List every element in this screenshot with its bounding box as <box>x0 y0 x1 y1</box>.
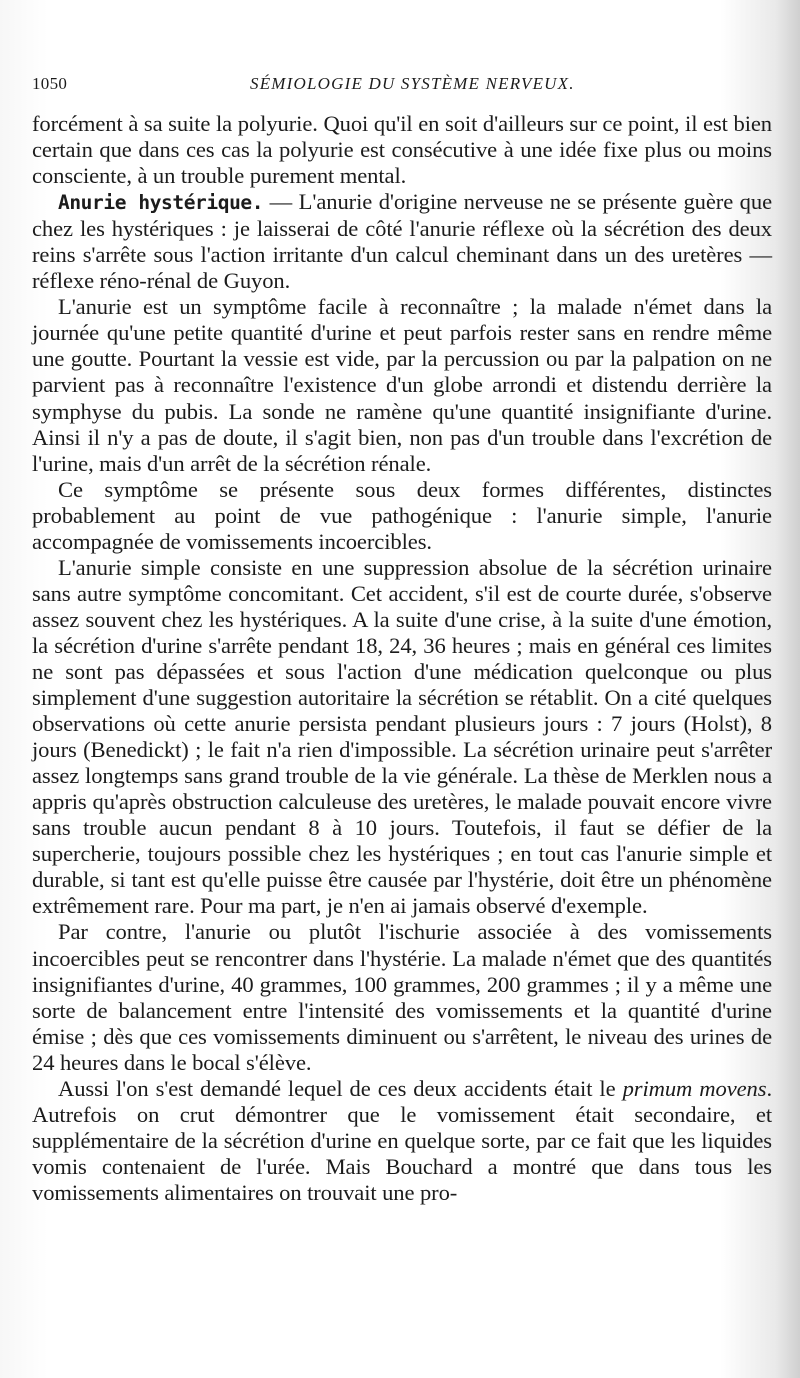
paragraph <box>32 919 772 1075</box>
running-head <box>32 74 772 98</box>
paragraph <box>32 1076 772 1206</box>
paragraph-text: forcément à sa suite la polyurie. Quoi qu'il en soit d'ailleurs sur ce point, il est bien certain que dans ces cas la polyurie est consécutive à une idée fixe plus ou moins consciente, à un trouble purement mental. <box>32 111 772 189</box>
paragraph-text: Par contre, l'anurie ou plutôt l'ischurie associée à des vomissements incoercibles peut se rencontrer dans l'hystérie. La malade n'émet que des quantités insignifiantes d'urine, 40 grammes, 100 grammes, 200 grammes ; il y a même une sorte de balancement entre l'intensité des vomissements et la quantité d'urine émise ; dès que ces vomissements diminuent ou s'arrêtent, le niveau des urines de 24 heures dans le bocal s'élève. <box>32 919 772 1075</box>
paragraph-text: L'anurie est un symptôme facile à reconnaître ; la malade n'émet dans la journée qu'une petite quantité d'urine et peut parfois rester sans en rendre même une goutte. Pourtant la vessie est vide, par la percussion ou par la palpation on ne parvient pas à reconnaître l'existence d'un globe arrondi et distendu derrière la symphyse du pubis. La sonde ne ramène qu'une quantité insignifiante d'urine. Ainsi il n'y a pas de doute, il s'agit bien, non pas d'un trouble dans l'excrétion de l'urine, mais d'un arrêt de la sécrétion rénale. <box>32 294 772 476</box>
paragraph-text: . Autrefois on crut démontrer que le vomissement était secondaire, et supplémentaire de la sécrétion d'urine en quelque sorte, par ce fait que les liquides vomis contenaient de l'urée. Mais Bouchard a montré que dans tous les vomissements alimentaires on trouvait une pro- <box>32 1075 773 1205</box>
emphasis-text: primum movens <box>622 1075 767 1101</box>
paragraph-text: — L'anurie d'origine nerveuse ne se présente guère que chez les hystériques : je laisserai de côté l'anurie réflexe où la sécrétion des deux reins s'arrête sous l'action irritante d'un calcul cheminant dans un des uretères — réflexe réno-rénal de Guyon. <box>32 189 773 294</box>
running-title: SÉMIOLOGIE DU SYSTÈME NERVEUX. <box>250 74 575 93</box>
paragraph-text: L'anurie simple consiste en une suppression absolue de la sécrétion urinaire sans autre symptôme concomitant. Cet accident, s'il est de courte durée, s'observe assez souvent chez les hystériques. A la suite d'une crise, à la suite d'une émotion, la sécrétion d'urine s'arrête pendant 18, 24, 36 heures ; mais en général ces limites ne sont pas dépassées et sous l'action d'une médication quelconque ou plus simplement d'une suggestion autoritaire la sécrétion se rétablit. On a cité quelques observations où cette anurie persista pendant plusieurs jours : 7 jours (Holst), 8 jours (Benedickt) ; le fait n'a rien d'impossible. La sécrétion urinaire peut s'arrêter assez longtemps sans grand trouble de la vie générale. La thèse de Merklen nous a appris qu'après obstruction calculeuse des uretères, le malade pouvait encore vivre sans trouble aucun pendant 8 à 10 jours. Toutefois, il faut se défier de la supercherie, toujours possible chez les hystériques ; en tout cas l'anurie simple et durable, si tant est qu'elle puisse être causée par l'hystérie, doit être un phénomène extrêmement rare. Pour ma part, je n'en ai jamais observé d'exemple. <box>32 554 772 919</box>
section-heading: Anurie hystérique. <box>58 191 264 215</box>
paragraph <box>32 555 772 920</box>
page-number: 1050 <box>32 74 68 93</box>
paragraph-anurie-hysterique <box>32 189 772 294</box>
body-text <box>32 111 772 1206</box>
paragraph <box>32 477 772 555</box>
paragraph-text: Aussi l'on s'est demandé lequel de ces deux accidents était le <box>58 1075 623 1101</box>
paragraph-continuation <box>32 111 772 189</box>
paragraph-text: Ce symptôme se présente sous deux formes différentes, distinctes probablement au point de vue pathogénique : l'anurie simple, l'anurie accompagnée de vomissements incoercibles. <box>32 476 772 554</box>
paragraph <box>32 294 772 476</box>
